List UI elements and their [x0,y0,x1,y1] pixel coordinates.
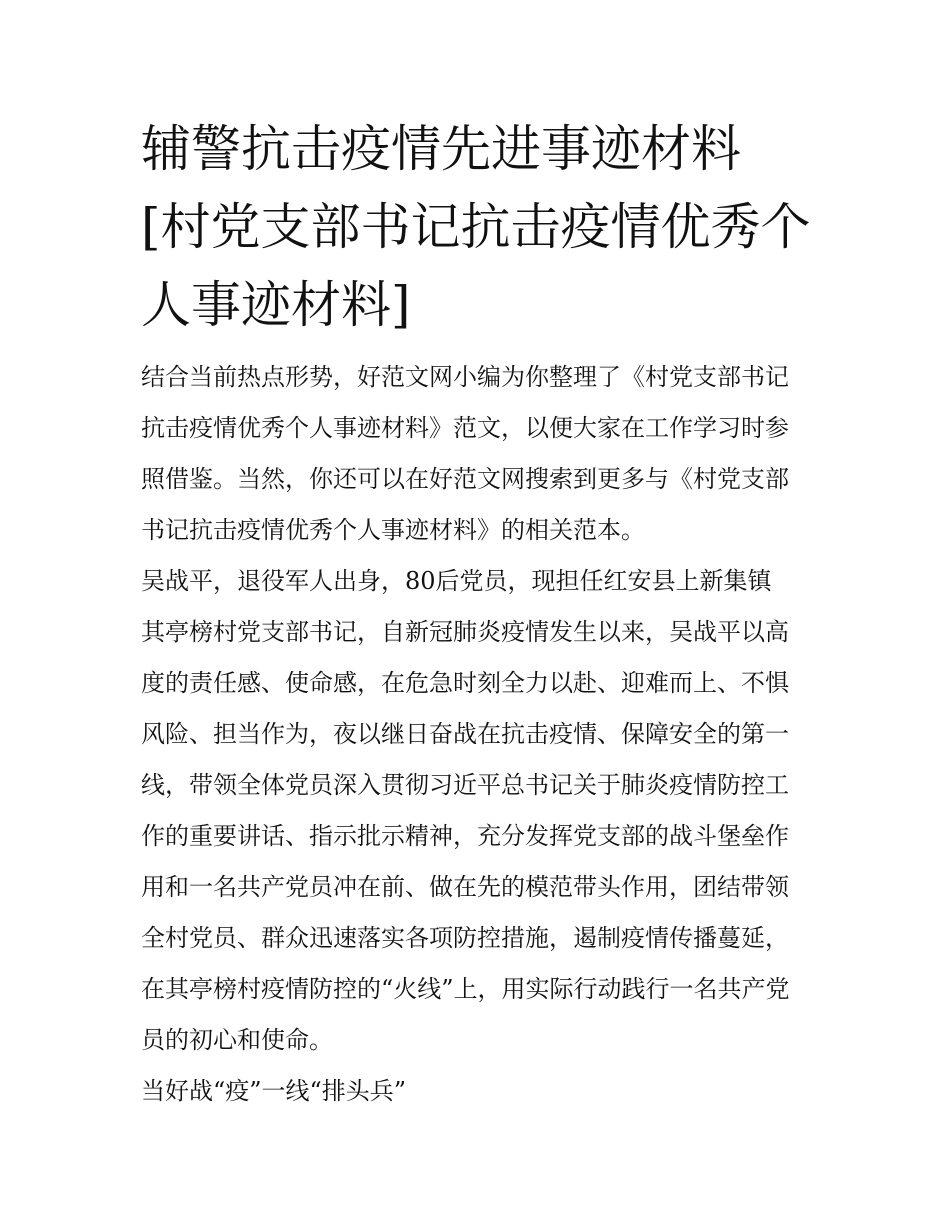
body-paragraph [141,556,813,1066]
section-subheading [141,1066,813,1117]
body-line: 其亭榜村党支部书记，自新冠肺炎疫情发生以来，吴战平以高 [141,618,789,646]
document-title [141,110,813,344]
body-line: 风险、担当作为，夜以继日奋战在抗击疫情、保障安全的第一 [141,720,789,748]
intro-line: 结合当前热点形势，好范文网小编为你整理了《村党支部书记 [141,363,789,391]
title-line: 辅警抗击疫情先进事迹材料 [141,120,741,178]
body-line: 在其亭榜村疫情防控的“火线”上，用实际行动践行一名共产党 [141,975,790,1003]
body-line: 线，带领全体党员深入贯彻习近平总书记关于肺炎疫情防控工 [141,771,789,799]
intro-line: 抗击疫情优秀个人事迹材料》范文，以便大家在工作学习时参 [141,414,789,442]
document-content [141,110,813,1117]
body-line: 度的责任感、使命感，在危急时刻全力以赴、迎难而上、不惧 [141,669,789,697]
intro-paragraph [141,352,813,556]
body-line: 员的初心和使命。 [141,1026,333,1054]
body-line: 用和一名共产党员冲在前、做在先的模范带头作用，团结带领 [141,873,789,901]
body-line: 作的重要讲话、指示批示精神，充分发挥党支部的战斗堡垒作 [141,822,789,850]
body-line: 全村党员、群众迅速落实各项防控措施，遏制疫情传播蔓延， [141,924,789,952]
intro-line: 照借鉴。当然，你还可以在好范文网搜索到更多与《村党支部 [141,465,789,493]
intro-line: 书记抗击疫情优秀个人事迹材料》的相关范本。 [141,516,645,544]
title-line: [村党支部书记抗击疫情优秀个 [141,198,811,256]
subheading-text: 当好战“疫”一线“排头兵” [141,1077,407,1105]
title-line: 人事迹材料] [141,276,411,334]
body-line: 吴战平，退役军人出身，80后党员，现担任红安县上新集镇 [141,567,772,595]
